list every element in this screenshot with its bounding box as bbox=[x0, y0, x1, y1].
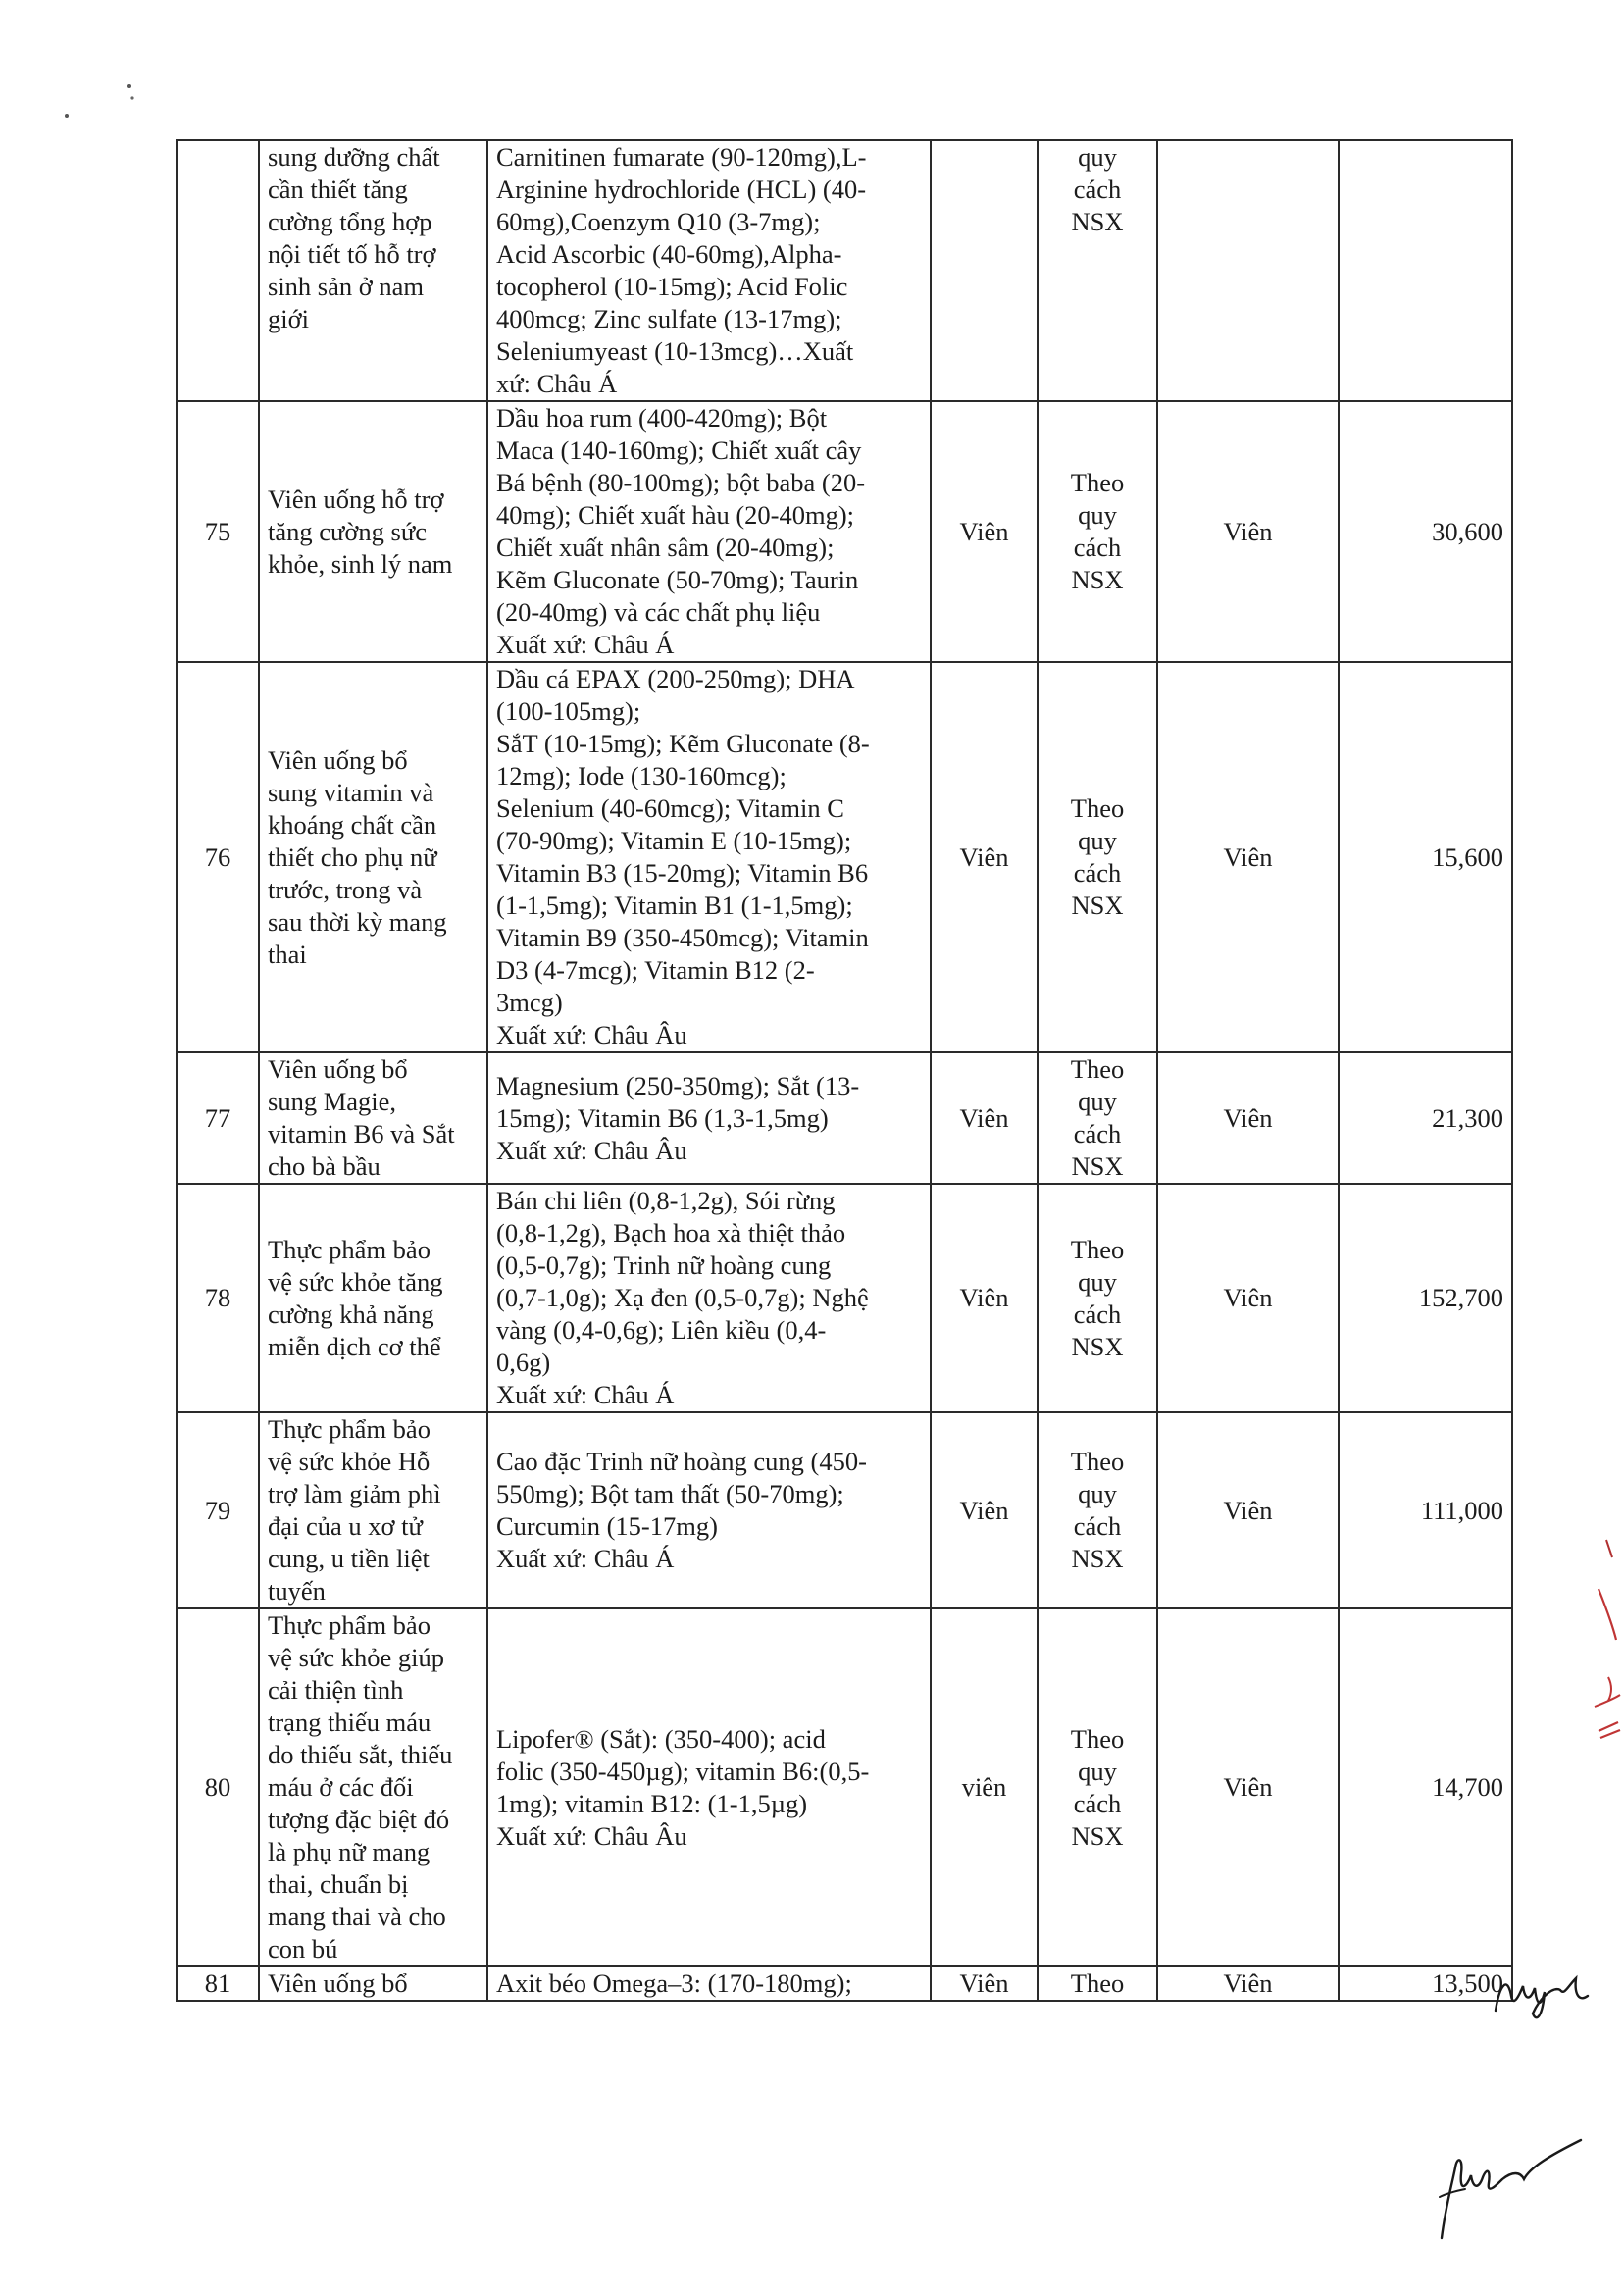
item-unit-of-calculation: Viên bbox=[1157, 1966, 1339, 2001]
item-specification-line: Lipofer® (Sắt): (350-400); acid bbox=[496, 1723, 826, 1754]
item-unit-of-calculation: Viên bbox=[1157, 1184, 1339, 1412]
item-packaging-line: quy bbox=[1078, 500, 1117, 530]
item-specification-line: Curcumin (15-17mg) bbox=[496, 1511, 718, 1541]
item-name-line: cung, u tiền liệt bbox=[268, 1544, 430, 1573]
item-price: 30,600 bbox=[1339, 401, 1512, 662]
item-unit: Viên bbox=[931, 662, 1038, 1052]
item-specification-line: (0,8-1,2g), Bạch hoa xà thiệt thảo bbox=[496, 1218, 846, 1248]
item-unit bbox=[931, 140, 1038, 401]
item-name-line: thai, chuẩn bị bbox=[268, 1869, 409, 1899]
item-specification-line: Xuất xứ: Châu Âu bbox=[496, 1020, 687, 1049]
item-packaging-line: NSX bbox=[1071, 1331, 1124, 1361]
item-name-line: tăng cường sức bbox=[268, 516, 427, 546]
item-name-line: trợ làm giảm phì bbox=[268, 1479, 441, 1508]
item-packaging-line: cách bbox=[1073, 175, 1122, 204]
item-packaging-line: NSX bbox=[1071, 1151, 1124, 1181]
item-price: 13,500 bbox=[1339, 1966, 1512, 2001]
item-unit: Viên bbox=[931, 1052, 1038, 1184]
item-packaging-line: Theo bbox=[1070, 1447, 1125, 1476]
item-packaging-line: quy bbox=[1078, 142, 1117, 172]
item-packaging bbox=[1038, 1184, 1157, 1412]
item-specification-line: Dầu cá EPAX (200-250mg); DHA bbox=[496, 664, 855, 693]
item-packaging bbox=[1038, 1966, 1157, 2001]
item-packaging-line: NSX bbox=[1071, 565, 1124, 594]
item-name-line: khoáng chất cần bbox=[268, 809, 437, 840]
item-specification-line: 3mcg) bbox=[496, 988, 563, 1017]
item-name-line: sung dưỡng chất bbox=[268, 142, 440, 172]
item-specification-line: Xuất xứ: Châu Á bbox=[496, 1544, 675, 1573]
item-name-line: cường khả năng bbox=[268, 1299, 434, 1329]
item-packaging-line: quy bbox=[1078, 1479, 1117, 1508]
item-packaging-line: Theo bbox=[1070, 1234, 1125, 1264]
item-specification bbox=[487, 662, 931, 1052]
item-packaging-line: Theo bbox=[1070, 1054, 1125, 1084]
item-packaging-line: Theo bbox=[1070, 1968, 1125, 1998]
table-row bbox=[177, 140, 1512, 401]
item-number: 78 bbox=[177, 1184, 259, 1412]
item-specification-line: 550mg); Bột tam thất (50-70mg); bbox=[496, 1479, 844, 1508]
item-name-line: Thực phẩm bảo bbox=[268, 1234, 431, 1264]
initials-signature bbox=[1486, 1957, 1594, 2025]
scan-speck bbox=[59, 69, 147, 127]
item-specification bbox=[487, 1052, 931, 1184]
item-specification bbox=[487, 1412, 931, 1608]
item-unit-of-calculation: Viên bbox=[1157, 1412, 1339, 1608]
item-number bbox=[177, 140, 259, 401]
item-unit-of-calculation: Viên bbox=[1157, 1052, 1339, 1184]
item-specification-line: Magnesium (250-350mg); Sắt (13- bbox=[496, 1070, 860, 1100]
item-specification-line: 1mg); vitamin B12: (1-1,5µg) bbox=[496, 1788, 808, 1818]
item-specification-line: (1-1,5mg); Vitamin B1 (1-1,5mg); bbox=[496, 891, 853, 920]
item-unit: Viên bbox=[931, 1966, 1038, 2001]
item-specification-line: Dầu hoa rum (400-420mg); Bột bbox=[496, 403, 828, 433]
item-name-line: Viên uống bổ bbox=[268, 744, 408, 775]
item-specification-line: 15mg); Vitamin B6 (1,3-1,5mg) bbox=[496, 1102, 829, 1133]
item-packaging-line: Theo bbox=[1070, 1723, 1125, 1754]
item-specification-line: Xuất xứ: Châu Âu bbox=[496, 1135, 687, 1165]
red-pen-marks bbox=[1569, 1530, 1624, 1785]
item-specification-line: 40mg); Chiết xuất hàu (20-40mg); bbox=[496, 500, 855, 530]
item-price: 14,700 bbox=[1339, 1608, 1512, 1966]
item-name-line: cường tổng hợp bbox=[268, 207, 432, 236]
item-name-line: vitamin B6 và Sắt bbox=[268, 1119, 455, 1148]
item-specification-line: Cao đặc Trinh nữ hoàng cung (450- bbox=[496, 1447, 867, 1476]
item-unit: Viên bbox=[931, 1412, 1038, 1608]
item-specification-line: (0,5-0,7g); Trinh nữ hoàng cung bbox=[496, 1250, 832, 1280]
item-specification-line: Carnitinen fumarate (90-120mg),L- bbox=[496, 142, 867, 172]
item-name-line: Viên uống bổ bbox=[268, 1968, 408, 1998]
item-name-line: thiết cho phụ nữ bbox=[268, 841, 437, 872]
item-specification bbox=[487, 1608, 931, 1966]
item-name-line: trước, trong và bbox=[268, 874, 423, 904]
item-specification-line: D3 (4-7mcg); Vitamin B12 (2- bbox=[496, 955, 815, 985]
item-name-line: nội tiết tố hỗ trợ bbox=[268, 239, 436, 269]
item-unit-of-calculation: Viên bbox=[1157, 662, 1339, 1052]
item-specification-line: Selenium (40-60mcg); Vitamin C bbox=[496, 793, 844, 823]
item-name-line: do thiếu sắt, thiếu bbox=[268, 1740, 453, 1769]
item-specification-line: Seleniumyeast (10-13mcg)…Xuất bbox=[496, 336, 854, 366]
item-specification-line: vàng (0,4-0,6g); Liên kiều (0,4- bbox=[496, 1315, 827, 1345]
item-packaging bbox=[1038, 662, 1157, 1052]
item-name-line: cải thiện tình bbox=[268, 1675, 404, 1705]
item-name-line: cần thiết tăng bbox=[268, 175, 408, 204]
item-unit-of-calculation: Viên bbox=[1157, 1608, 1339, 1966]
item-packaging-line: quy bbox=[1078, 1756, 1117, 1786]
item-specification-line: Axit béo Omega–3: (170-180mg); bbox=[496, 1968, 852, 1998]
item-specification-line: xứ: Châu Á bbox=[496, 369, 618, 398]
item-packaging-line: cách bbox=[1073, 1299, 1122, 1329]
item-packaging-line: NSX bbox=[1071, 891, 1124, 920]
item-name bbox=[259, 1412, 487, 1608]
item-specification-line: Xuất xứ: Châu Á bbox=[496, 630, 675, 659]
item-packaging bbox=[1038, 401, 1157, 662]
item-name-line: vệ sức khỏe Hỗ bbox=[268, 1447, 431, 1476]
item-packaging bbox=[1038, 1608, 1157, 1966]
item-price: 15,600 bbox=[1339, 662, 1512, 1052]
item-specification-line: (0,7-1,0g); Xạ đen (0,5-0,7g); Nghệ bbox=[496, 1283, 869, 1312]
item-specification bbox=[487, 401, 931, 662]
item-name-line: tượng đặc biệt đó bbox=[268, 1805, 450, 1834]
item-specification-line: Xuất xứ: Châu Á bbox=[496, 1380, 675, 1409]
item-specification-line: Vitamin B9 (350-450mcg); Vitamin bbox=[496, 923, 869, 952]
item-packaging-line: cách bbox=[1073, 858, 1122, 888]
item-specification-line: (100-105mg); bbox=[496, 696, 641, 726]
item-name-line: sung Magie, bbox=[268, 1087, 397, 1116]
item-name bbox=[259, 401, 487, 662]
item-price: 21,300 bbox=[1339, 1052, 1512, 1184]
item-specification-line: 0,6g) bbox=[496, 1348, 551, 1377]
item-name-line: Thực phẩm bảo bbox=[268, 1414, 431, 1444]
item-name-line: vệ sức khỏe tăng bbox=[268, 1266, 443, 1297]
item-name-line: cho bà bầu bbox=[268, 1151, 381, 1181]
table-row bbox=[177, 401, 1512, 662]
table-row bbox=[177, 662, 1512, 1052]
item-price: 111,000 bbox=[1339, 1412, 1512, 1608]
table-row bbox=[177, 1052, 1512, 1184]
item-packaging-line: cách bbox=[1073, 1119, 1122, 1148]
signature bbox=[1422, 2128, 1589, 2246]
item-specification-line: Xuất xứ: Châu Âu bbox=[496, 1820, 687, 1851]
item-packaging-line: NSX bbox=[1071, 207, 1124, 236]
item-number: 77 bbox=[177, 1052, 259, 1184]
item-name bbox=[259, 1608, 487, 1966]
item-specification-line: Acid Ascorbic (40-60mg),Alpha- bbox=[496, 239, 842, 269]
item-number: 75 bbox=[177, 401, 259, 662]
item-name-line: trạng thiếu máu bbox=[268, 1708, 431, 1737]
item-name bbox=[259, 662, 487, 1052]
item-specification-line: Vitamin B3 (15-20mg); Vitamin B6 bbox=[496, 858, 869, 888]
item-name-line: thai bbox=[268, 939, 307, 969]
item-price bbox=[1339, 140, 1512, 401]
item-packaging-line: quy bbox=[1078, 1087, 1117, 1116]
item-specification-line: (20-40mg) và các chất phụ liệu bbox=[496, 597, 821, 627]
item-specification-line: Bá bệnh (80-100mg); bột baba (20- bbox=[496, 468, 866, 497]
item-name-line: giới bbox=[268, 304, 309, 333]
item-specification-line: Arginine hydrochloride (HCL) (40- bbox=[496, 175, 867, 204]
item-name bbox=[259, 140, 487, 401]
item-packaging-line: Theo bbox=[1070, 793, 1125, 823]
item-name-line: đại của u xơ tử bbox=[268, 1511, 423, 1541]
item-name-line: sung vitamin và bbox=[268, 777, 434, 807]
item-unit-of-calculation bbox=[1157, 140, 1339, 401]
item-name bbox=[259, 1966, 487, 2001]
item-unit: viên bbox=[931, 1608, 1038, 1966]
item-specification-line: 60mg),Coenzym Q10 (3-7mg); bbox=[496, 207, 821, 236]
item-unit: Viên bbox=[931, 401, 1038, 662]
item-specification-line: (70-90mg); Vitamin E (10-15mg); bbox=[496, 826, 852, 855]
table-row bbox=[177, 1184, 1512, 1412]
item-name-line: Viên uống hỗ trợ bbox=[268, 484, 444, 514]
item-name-line: tuyến bbox=[268, 1576, 326, 1606]
item-specification-line: folic (350-450µg); vitamin B6:(0,5- bbox=[496, 1756, 870, 1786]
price-table bbox=[176, 139, 1513, 2002]
item-packaging-line: Theo bbox=[1070, 468, 1125, 497]
item-specification-line: SắT (10-15mg); Kẽm Gluconate (8- bbox=[496, 729, 870, 758]
table-row bbox=[177, 1608, 1512, 1966]
item-packaging-line: cách bbox=[1073, 533, 1122, 562]
item-name-line: sinh sản ở nam bbox=[268, 272, 425, 301]
item-packaging bbox=[1038, 1412, 1157, 1608]
item-unit: Viên bbox=[931, 1184, 1038, 1412]
item-name bbox=[259, 1052, 487, 1184]
item-number: 80 bbox=[177, 1608, 259, 1966]
table-row bbox=[177, 1966, 1512, 2001]
item-name bbox=[259, 1184, 487, 1412]
item-name-line: con bú bbox=[268, 1934, 338, 1963]
item-unit-of-calculation: Viên bbox=[1157, 401, 1339, 662]
item-specification-line: Bán chi liên (0,8-1,2g), Sói rừng bbox=[496, 1186, 836, 1215]
item-specification-line: Kẽm Gluconate (50-70mg); Taurin bbox=[496, 565, 859, 594]
item-price: 152,700 bbox=[1339, 1184, 1512, 1412]
table-row bbox=[177, 1412, 1512, 1608]
item-specification-line: Chiết xuất nhân sâm (20-40mg); bbox=[496, 533, 835, 562]
item-name-line: Viên uống bổ bbox=[268, 1054, 408, 1084]
item-packaging-line: NSX bbox=[1071, 1544, 1124, 1573]
item-name-line: khỏe, sinh lý nam bbox=[268, 548, 453, 579]
item-name-line: Thực phẩm bảo bbox=[268, 1610, 431, 1640]
item-specification bbox=[487, 1966, 931, 2001]
item-packaging-line: NSX bbox=[1071, 1820, 1124, 1851]
item-name-line: là phụ nữ mang bbox=[268, 1837, 431, 1866]
item-specification-line: 400mcg; Zinc sulfate (13-17mg); bbox=[496, 304, 842, 333]
item-specification bbox=[487, 1184, 931, 1412]
item-number: 76 bbox=[177, 662, 259, 1052]
item-name-line: máu ở các đối bbox=[268, 1772, 414, 1802]
item-name-line: miễn dịch cơ thể bbox=[268, 1331, 441, 1361]
item-packaging-line: cách bbox=[1073, 1788, 1122, 1818]
item-name-line: mang thai và cho bbox=[268, 1902, 446, 1931]
item-packaging-line: quy bbox=[1078, 1266, 1117, 1297]
item-specification-line: Maca (140-160mg); Chiết xuất cây bbox=[496, 435, 862, 465]
item-packaging bbox=[1038, 140, 1157, 401]
item-packaging bbox=[1038, 1052, 1157, 1184]
item-number: 81 bbox=[177, 1966, 259, 2001]
item-specification-line: tocopherol (10-15mg); Acid Folic bbox=[496, 272, 848, 301]
item-number: 79 bbox=[177, 1412, 259, 1608]
item-name-line: sau thời kỳ mang bbox=[268, 906, 447, 937]
item-packaging-line: quy bbox=[1078, 826, 1117, 855]
item-specification-line: 12mg); Iode (130-160mcg); bbox=[496, 761, 787, 790]
item-name-line: vệ sức khỏe giúp bbox=[268, 1643, 444, 1672]
item-packaging-line: cách bbox=[1073, 1511, 1122, 1541]
item-specification bbox=[487, 140, 931, 401]
